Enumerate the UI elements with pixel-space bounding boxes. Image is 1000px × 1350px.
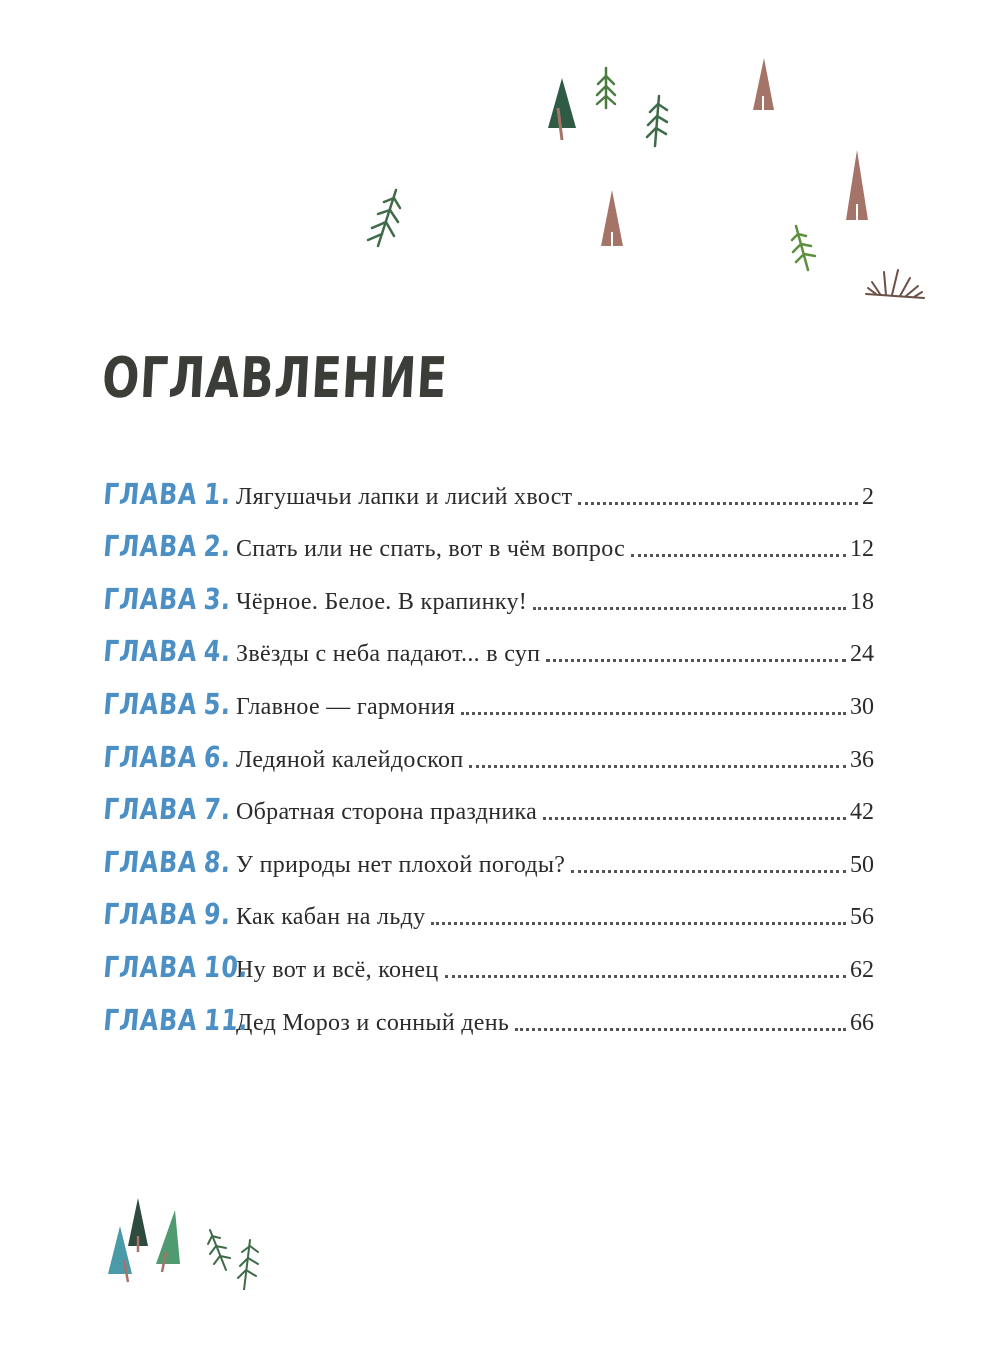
toc-entry[interactable] <box>102 883 874 936</box>
tree-icon <box>601 190 623 248</box>
chapter-title: У природы нет плохой погоды? <box>236 851 566 878</box>
leader-dots <box>533 607 846 610</box>
forest-illustration-top <box>0 0 1000 320</box>
pine-sketch-icon <box>647 96 667 146</box>
leader-dots <box>515 1028 846 1031</box>
leader-dots <box>578 502 858 505</box>
toc-entry[interactable] <box>102 462 874 515</box>
chapter-label: ГЛАВА 3. <box>102 581 233 616</box>
page-number: 30 <box>850 693 874 720</box>
tree-icon <box>753 58 774 112</box>
page-number: 36 <box>850 746 874 773</box>
leader-dots <box>546 659 846 662</box>
toc-entry[interactable] <box>102 620 874 673</box>
chapter-label: ГЛАВА 6. <box>102 739 233 774</box>
chapter-label: ГЛАВА 1. <box>102 476 233 511</box>
chapter-label: ГЛАВА 10. <box>102 949 251 984</box>
chapter-title: Чёрное. Белое. В крапинку! <box>236 588 528 615</box>
tree-icon <box>548 78 576 140</box>
toc-entry[interactable] <box>102 515 874 568</box>
toc-entry[interactable] <box>102 830 874 883</box>
leader-dots <box>469 765 846 768</box>
chapter-title: Дед Мороз и сонный день <box>236 1009 510 1036</box>
bush-icon <box>866 270 924 298</box>
pine-sketch-icon <box>238 1240 258 1290</box>
page-number: 12 <box>850 536 874 563</box>
page-number: 24 <box>850 641 874 668</box>
chapter-title: Звёзды с неба падают... в суп <box>236 641 541 668</box>
leader-dots <box>571 870 846 873</box>
tree-icon <box>108 1226 132 1282</box>
toc-entry[interactable] <box>102 988 874 1041</box>
leader-dots <box>461 712 846 715</box>
tree-icon <box>156 1210 180 1272</box>
toc-entry[interactable] <box>102 725 874 778</box>
chapter-title: Обратная сторона праздника <box>236 799 538 826</box>
toc-entry[interactable] <box>102 567 874 620</box>
chapter-title: Как кабан на льду <box>236 904 426 931</box>
page-number: 42 <box>850 799 874 826</box>
leader-dots <box>431 922 846 925</box>
pine-sketch-icon <box>792 226 815 270</box>
page-number: 18 <box>850 588 874 615</box>
pine-sketch-icon <box>597 68 615 108</box>
table-of-contents <box>102 462 874 1041</box>
tree-icon <box>128 1198 148 1252</box>
page-number: 2 <box>862 483 874 510</box>
page-number: 56 <box>850 904 874 931</box>
leader-dots <box>445 975 847 978</box>
pine-sketch-icon <box>208 1230 230 1270</box>
toc-entry[interactable] <box>102 778 874 831</box>
chapter-title: Спать или не спать, вот в чём вопрос <box>236 536 626 563</box>
forest-illustration-bottom <box>0 1190 300 1290</box>
leader-dots <box>631 554 846 557</box>
leader-dots <box>543 817 846 820</box>
chapter-title: Лягушачьи лапки и лисий хвост <box>236 483 573 510</box>
chapter-label: ГЛАВА 5. <box>102 686 233 721</box>
chapter-label: ГЛАВА 2. <box>102 529 233 564</box>
pine-sketch-icon <box>368 190 400 246</box>
chapter-title: Ледяной калейдоскоп <box>236 746 464 773</box>
chapter-title: Главное — гармония <box>236 693 456 720</box>
chapter-label: ГЛАВА 8. <box>102 844 233 879</box>
chapter-label: ГЛАВА 4. <box>102 634 233 669</box>
page-number: 66 <box>850 1009 874 1036</box>
chapter-label: ГЛАВА 11. <box>102 1002 251 1037</box>
chapter-label: ГЛАВА 7. <box>102 792 233 827</box>
toc-entry[interactable] <box>102 935 874 988</box>
page-number: 50 <box>850 851 874 878</box>
toc-entry[interactable] <box>102 672 874 725</box>
chapter-label: ГЛАВА 9. <box>102 897 233 932</box>
page-number: 62 <box>850 956 874 983</box>
tree-icon <box>846 150 868 222</box>
chapter-title: Ну вот и всё, конец <box>236 956 439 983</box>
page-title: ОГЛАВЛЕНИЕ <box>100 346 450 411</box>
